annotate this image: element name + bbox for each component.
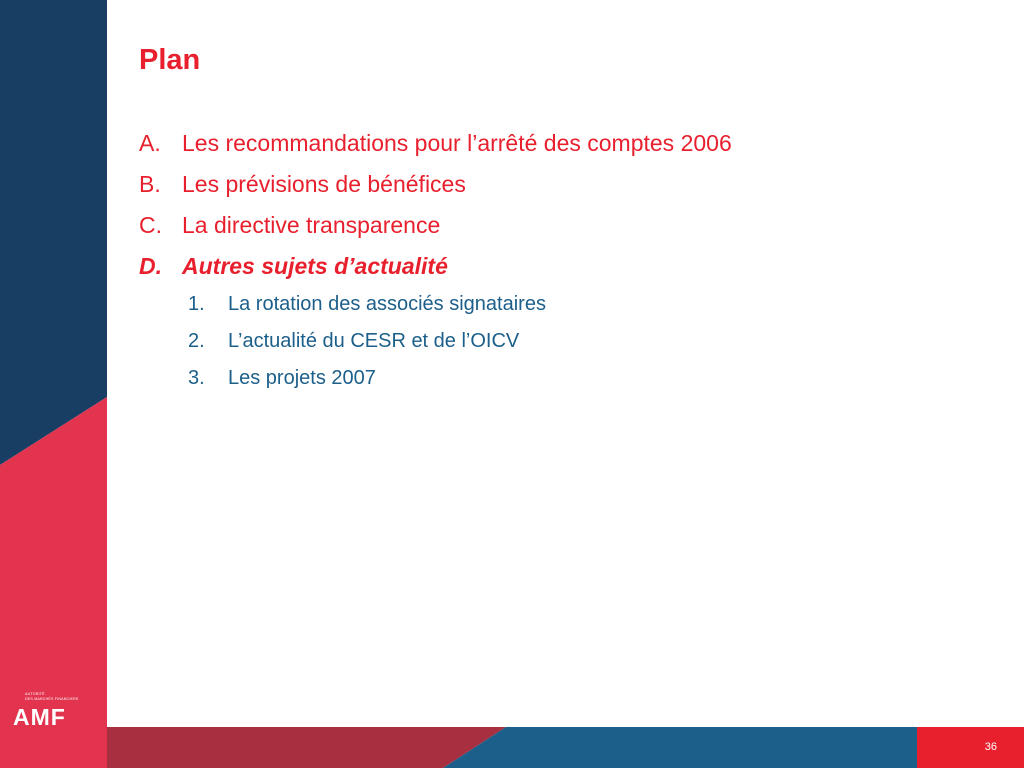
left-band-navy	[0, 0, 107, 465]
sub-marker: 2.	[188, 330, 205, 352]
agenda-item-c	[139, 205, 732, 246]
agenda-label: Autres sujets d’actualité	[182, 253, 448, 279]
sub-label: Les projets 2007	[228, 367, 376, 389]
sub-marker: 3.	[188, 367, 205, 389]
slide-title: Plan	[139, 44, 201, 76]
agenda-label: Les prévisions de bénéfices	[182, 171, 466, 197]
sub-marker: 1.	[188, 293, 205, 315]
logo-line-1: AUTORITÉ	[25, 692, 45, 696]
agenda-label: La directive transparence	[182, 212, 441, 238]
footer-band-dark-red	[107, 727, 506, 768]
footer-band-blue	[443, 727, 917, 768]
sub-label: La rotation des associés signataires	[228, 293, 546, 315]
agenda-item-b	[139, 164, 732, 205]
agenda-marker: D.	[139, 253, 162, 279]
agenda-marker: C.	[139, 212, 162, 238]
logo-wordmark: AMF	[13, 704, 66, 730]
agenda-label: Les recommandations pour l’arrêté des comptes 2006	[182, 130, 732, 156]
sub-item-1	[188, 286, 546, 323]
agenda-marker: A.	[139, 130, 161, 156]
left-band-footer	[0, 727, 107, 768]
agenda-sublist	[188, 286, 546, 397]
sub-item-3	[188, 360, 546, 397]
agenda-list	[139, 123, 732, 287]
sub-item-2	[188, 323, 546, 360]
agenda-item-a	[139, 123, 732, 164]
amf-logo	[13, 690, 95, 730]
agenda-item-d-current	[139, 246, 732, 287]
logo-line-2: DES MARCHÉS FINANCIERS	[25, 697, 79, 701]
slide-number: 36	[984, 741, 997, 753]
footer-band-red	[917, 727, 1024, 768]
agenda-marker: B.	[139, 171, 161, 197]
sub-label: L’actualité du CESR et de l’OICV	[228, 330, 520, 352]
